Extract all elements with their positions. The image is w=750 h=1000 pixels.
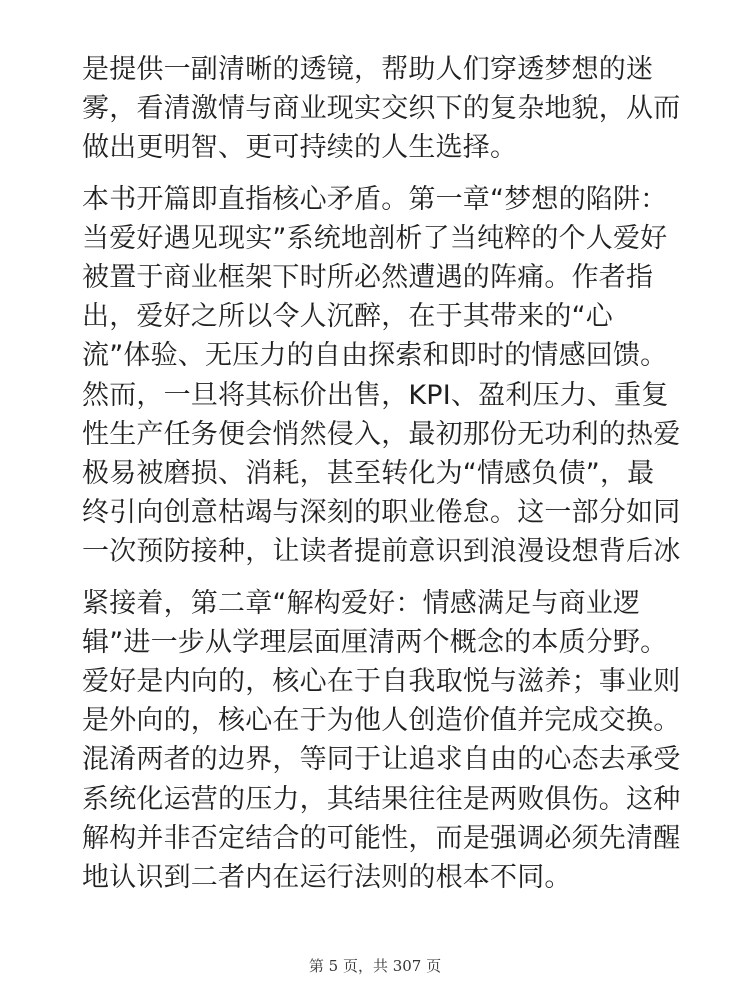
text-line: 地认识到二者内在运行法则的根本不同。 bbox=[82, 862, 572, 894]
paragraph bbox=[82, 180, 681, 572]
text-line: 爱好是内向的，核心在于自我取悦与滋养；事业则 bbox=[82, 666, 681, 698]
body-text bbox=[82, 50, 681, 897]
text-line: 出，爱好之所以令人沉醉，在于其带来的“心 bbox=[82, 301, 613, 333]
text-line: 雾，看清激情与商业现实交织下的复杂地貌，从而 bbox=[82, 93, 681, 125]
text-line: 是提供一副清晰的透镜，帮助人们穿透梦想的迷 bbox=[82, 54, 654, 85]
text-line: 流”体验、无压力的自由探索和即时的情感回馈。 bbox=[82, 340, 668, 372]
text-line: 被置于商业框架下时所必然遭遇的阵痛。作者指 bbox=[82, 262, 654, 294]
text-line: 本书开篇即直指核心矛盾。第一章“梦想的陷阱： bbox=[82, 183, 668, 215]
text-line: 一次预防接种，让读者提前意识到浪漫设想背后冰 bbox=[82, 536, 681, 568]
text-line: 终引向创意枯竭与深刻的职业倦怠。这一部分如同 bbox=[82, 497, 681, 529]
text-line: 紧接着，第二章“解构爱好：情感满足与商业逻 bbox=[82, 587, 641, 619]
text-line: 混淆两者的边界，等同于让追求自由的心态去承受 bbox=[82, 744, 681, 776]
page-number-footer: 第 5 页，共 307 页 bbox=[308, 957, 442, 975]
text-line: 性生产任务便会悄然侵入，最初那份无功利的热爱 bbox=[82, 418, 681, 450]
text-line: 然而，一旦将其标价出售，KPI、盈利压力、重复 bbox=[82, 379, 669, 411]
text-line: 是外向的，核心在于为他人创造价值并完成交换。 bbox=[82, 705, 681, 737]
text-line: 系统化运营的压力，其结果往往是两败俱伤。这种 bbox=[82, 783, 681, 815]
text-line: 当爱好遇见现实”系统地剖析了当纯粹的个人爱好 bbox=[82, 222, 668, 254]
text-line: 解构并非否定结合的可能性，而是强调必须先清醒 bbox=[82, 822, 681, 854]
text-line: 辑”进一步从学理层面厘清两个概念的本质分野。 bbox=[82, 626, 668, 658]
paragraph bbox=[82, 50, 681, 168]
text-line: 做出更明智、更可持续的人生选择。 bbox=[82, 132, 518, 164]
text-line: 极易被磨损、消耗，甚至转化为“情感负债”，最 bbox=[82, 458, 655, 490]
paragraph bbox=[82, 584, 681, 898]
